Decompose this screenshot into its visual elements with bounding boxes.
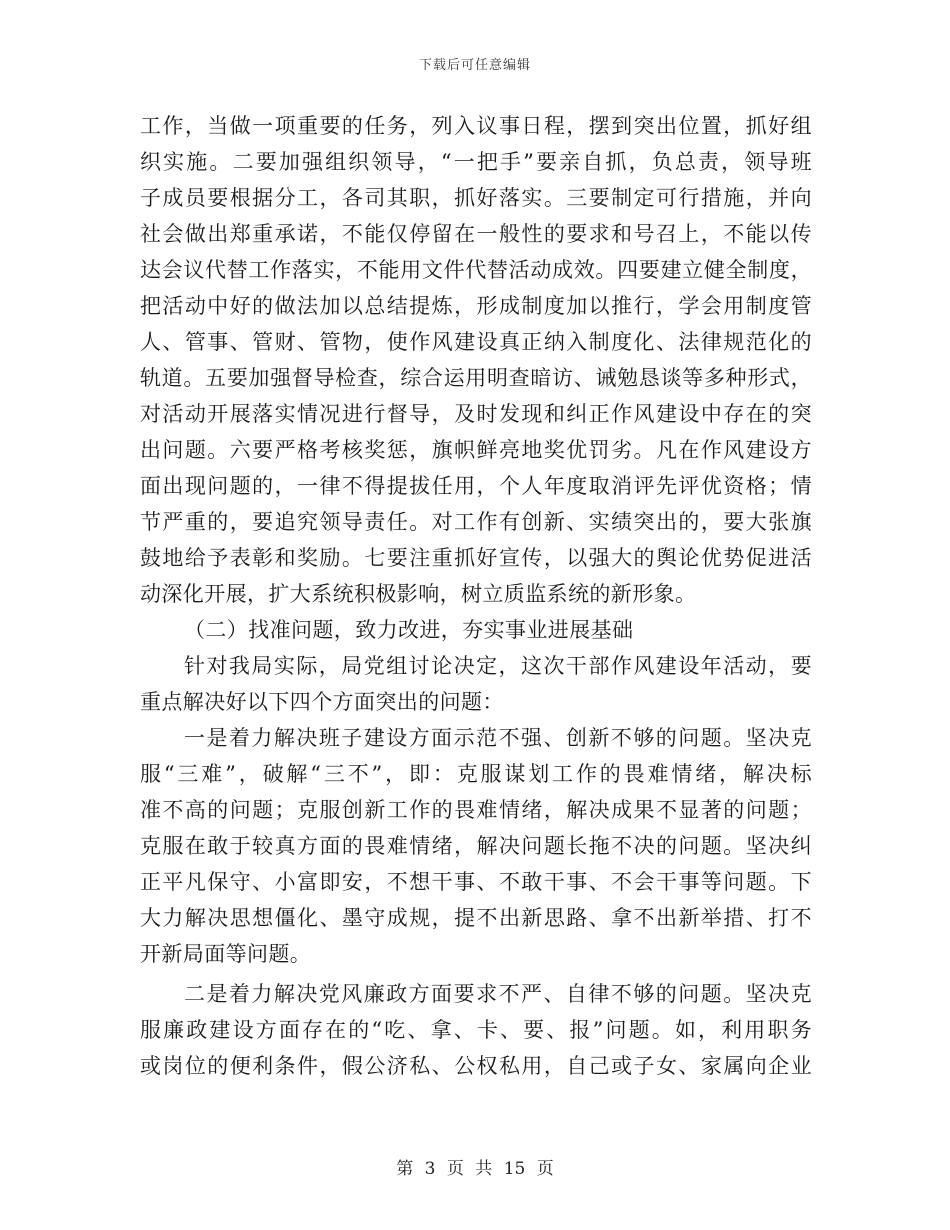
- text-line: 面出现问题的，一律不得提拔任用，个人年度取消评先评优资格；情: [140, 474, 812, 498]
- text-line: 动深化开展，扩大系统积极影响，树立质监系统的新形象。: [140, 582, 697, 606]
- text-line: 出问题。六要严格考核奖惩，旗帜鲜亮地奖优罚劣。凡在作风建设方: [140, 438, 812, 462]
- text-line: 重点解决好以下四个方面突出的问题：: [140, 690, 504, 714]
- paragraph: [140, 108, 812, 612]
- text-line: 人、管事、管财、管物，使作风建设真正纳入制度化、法律规范化的: [140, 330, 812, 354]
- text-line: （二）找准问题，致力改进，夯实事业进展基础: [184, 618, 634, 642]
- paragraph: [140, 976, 812, 1084]
- text-line: 准不高的问题；克服创新工作的畏难情绪，解决成果不显著的问题；: [140, 798, 812, 822]
- text-line: 工作，当做一项重要的任务，列入议事日程，摆到突出位置，抓好组: [140, 114, 812, 138]
- text-line: 或岗位的便利条件，假公济私、公权私用，自己或子女、家属向企业: [140, 1054, 812, 1078]
- text-line: 针对我局实际，局党组讨论决定，这次干部作风建设年活动，要: [184, 654, 812, 678]
- text-line: 鼓地给予表彰和奖励。七要注重抓好宣传，以强大的舆论优势促进活: [140, 546, 812, 570]
- text-line: 开新局面等问题。: [140, 942, 312, 966]
- text-line: 织实施。二要加强组织领导，“一把手”要亲自抓，负总责，领导班: [140, 150, 812, 174]
- document-body: [140, 108, 812, 1084]
- text-line: 服“三难”，破解“三不”，即：克服谋划工作的畏难情绪，解决标: [140, 762, 812, 786]
- text-line: 克服在敢于较真方面的畏难情绪，解决问题长拖不决的问题。坚决纠: [140, 834, 812, 858]
- text-line: 社会做出郑重承诺，不能仅停留在一般性的要求和号召上，不能以传: [140, 222, 812, 246]
- text-line: 二是着力解决党风廉政方面要求不严、自律不够的问题。坚决克: [184, 982, 812, 1006]
- section-heading: [140, 612, 812, 648]
- text-line: 一是着力解决班子建设方面示范不强、创新不够的问题。坚决克: [184, 726, 812, 750]
- paragraph: [140, 648, 812, 720]
- text-line: 对活动开展落实情况进行督导，及时发现和纠正作风建设中存在的突: [140, 402, 812, 426]
- text-line: 子成员要根据分工，各司其职，抓好落实。三要制定可行措施，并向: [140, 186, 812, 210]
- page-header: 下载后可任意编辑: [418, 58, 531, 73]
- text-line: 把活动中好的做法加以总结提炼，形成制度加以推行，学会用制度管: [140, 294, 812, 318]
- page-number-footer: 第 3 页 共 15 页: [396, 1159, 554, 1179]
- text-line: 节严重的，要追究领导责任。对工作有创新、实绩突出的，要大张旗: [140, 510, 812, 534]
- paragraph: [140, 720, 812, 972]
- text-line: 服廉政建设方面存在的“吃、拿、卡、要、报”问题。如，利用职务: [140, 1018, 812, 1042]
- text-line: 大力解决思想僵化、墨守成规，提不出新思路、拿不出新举措、打不: [140, 906, 812, 930]
- text-line: 达会议代替工作落实，不能用文件代替活动成效。四要建立健全制度，: [140, 258, 812, 282]
- text-line: 轨道。五要加强督导检查，综合运用明查暗访、诫勉恳谈等多种形式，: [140, 366, 812, 390]
- text-line: 正平凡保守、小富即安，不想干事、不敢干事、不会干事等问题。下: [140, 870, 812, 894]
